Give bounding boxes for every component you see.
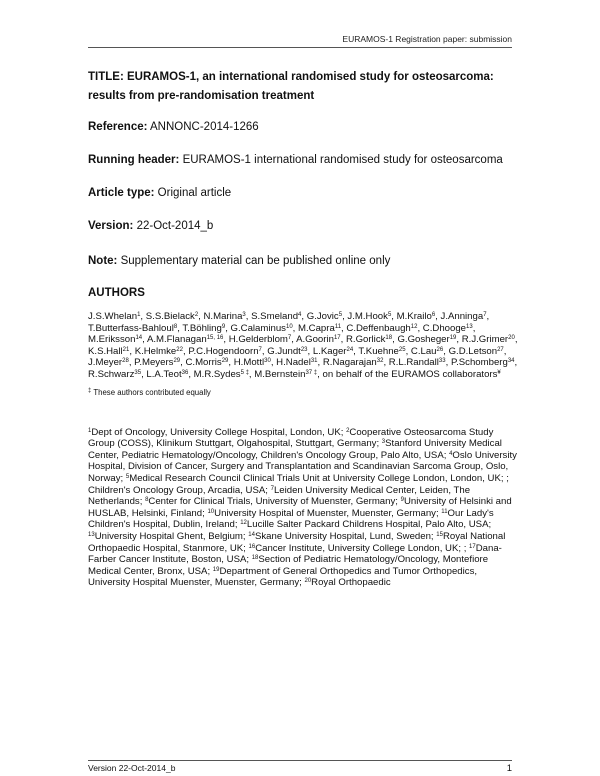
affiliation-text: University Hospital of Muenster, Muenster, Germany; [214,507,439,519]
affiliation-text: Stanford University Medical Center, Pediatric Hematology/Oncology, Children's Oncology Group, Palo Alto, USA; [88,438,502,461]
affiliation-text: Center for Clinical Trials, University of Muenster, Germany; [148,496,398,508]
version-value: 22-Oct-2014_b [136,220,214,232]
affiliation-item [248,531,433,542]
author-item [462,334,515,345]
author-affiliation-mark: 35 [134,369,142,376]
author-affiliation-mark: 18 [385,335,393,342]
affiliation-text: Cooperative Osteosarcoma Study Group (COSS), Klinikum Stuttgart, Olgahospital, Stuttgart, Germany; [88,426,494,450]
author-name: M.Krailo [396,311,432,322]
author-affiliation-mark: 4 [298,312,302,318]
author-item [88,334,142,345]
author-name: R.Gorlick [345,334,386,346]
author-affiliation-mark: 5 ‡ [240,369,249,376]
affiliation-text: Lucille Salter Packard Childrens Hospital, Palo Alto, USA; [246,519,492,531]
author-name: P.Schomberg [450,357,508,369]
affiliation-text: Section of Pediatric Hematology/Oncology, Montefiore Medical Center, Bronx, USA; [88,554,489,577]
paper-title: TITLE: EURAMOS-1, an international randomised study for osteosarcoma: results from pre-randomisation treatment [88,71,494,102]
author-item [451,357,515,368]
author-affiliation-mark: 29 [173,358,181,365]
equal-contribution-footnote [88,388,518,397]
affiliation-text: Dept of Oncology, University College Hospital, London, UK; [91,426,344,438]
author-name: C.Lau [410,345,437,357]
affiliation-number: 19 [212,566,220,573]
affiliations-list [88,427,518,589]
affiliation-number: 9 [400,497,404,504]
author-item [182,323,225,334]
footer-version: Version 22-Oct-2014_b [88,763,176,773]
author-item [346,334,392,345]
author-affiliation-mark: 21 [122,346,130,353]
affiliation-number: 14 [248,531,255,538]
author-name: A.M.Flanagan [146,334,207,346]
author-name: T.Böhling [182,322,222,334]
note-label: Note: [88,255,118,267]
author-item [231,323,293,334]
author-name: J.M.Hook [347,311,388,322]
affiliation-number: 2 [346,427,350,434]
author-name: M.Eriksson [88,334,136,346]
affiliation-number: 7 [270,485,274,492]
author-affiliation-mark: 33 [438,358,446,365]
affiliation-text: Dana-Farber Cancer Institute, Boston, USA; [88,542,502,566]
footnote-mark: ‡ [88,387,92,394]
page-header [88,34,512,48]
affiliation-number: 15 [436,531,443,538]
author-item [411,346,443,357]
author-name: M.R.Sydes [193,368,241,380]
author-name: R.Schwarz [88,368,135,380]
affiliation-text: Medical Research Council Clinical Trials Unit at University College London, London, UK; ; Children's Oncology Group, Arcadia, USA; [88,472,509,496]
author-affiliation-mark: 9 [221,323,226,330]
affiliation-text: Royal National Orthopaedic Hospital, Stanmore, UK; [88,530,506,554]
author-name: G.Gosheger [397,334,450,346]
author-item [88,369,141,380]
author-item [423,323,473,334]
author-item [146,311,198,322]
authors-tail-mark: ¥ [497,369,501,376]
affiliation-number: 11 [441,508,448,515]
author-name: C.Deffenbaugh [346,322,411,334]
author-item [88,357,129,368]
author-affiliation-mark: 7 [483,312,487,318]
author-affiliation-mark: 20 [508,335,515,342]
author-item [251,311,301,322]
affiliation-text: Department of General Orthopedics and Tumor Orthopedics, University Hospital Muenster, Muenster, Germany; [88,565,478,589]
affiliation-text: University of Helsinki and HUSLAB, Helsinki, Finland; [88,496,512,519]
affiliation-number: 5 [125,473,130,480]
reference-label: Reference: [88,121,148,133]
author-name: G.Jundt [267,345,301,357]
affiliation-item [145,496,398,507]
author-name: L.Kager [312,345,347,357]
author-affiliation-mark: 17 [333,335,341,342]
author-name: C.Morris [185,357,222,369]
author-item [389,357,446,368]
affiliation-number: 12 [240,520,247,527]
article-type-value: Original article [157,187,232,199]
affiliation-item [249,543,467,554]
author-name: G.Calaminus [230,322,286,334]
author-name: R.J.Grimer [461,334,509,346]
affiliation-text: Skane University Hospital, Lund, Sweden; [254,530,434,542]
author-name: S.S.Bielack [145,311,195,322]
author-item [194,369,249,380]
author-item [229,334,292,345]
author-name: H.Nadel [276,357,311,369]
author-item [323,357,384,368]
author-affiliation-mark: 32 [376,358,384,365]
author-item [134,357,180,368]
document-body [88,68,518,589]
affiliation-number: 13 [88,531,95,538]
author-affiliation-mark: 2 [194,312,199,318]
affiliation-item [88,531,246,542]
running-header-field [88,153,518,167]
author-name: R.L.Randall [388,357,439,369]
author-item [188,346,262,357]
author-name: C.Dhooge [422,322,466,334]
author-name: M.Bernstein [254,368,306,380]
author-affiliation-mark: 7 [258,346,262,353]
author-affiliation-mark: 30 [264,358,271,365]
author-item [296,334,341,345]
author-affiliation-mark: 22 [176,346,183,353]
affiliation-number: 1 [88,427,92,434]
running-header-label: Running header: [88,154,180,166]
author-affiliation-mark: 28 [122,358,129,365]
affiliation-number: 4 [449,450,453,457]
affiliation-text: Cancer Institute, University College London, UK; ; [255,542,467,554]
author-name: J.Meyer [88,357,123,369]
authors-heading: AUTHORS [88,287,145,299]
author-item [313,346,353,357]
affiliation-number: 17 [469,543,476,550]
author-affiliation-mark: 27 [497,346,504,353]
article-type-field [88,186,518,200]
affiliation-number: 20 [304,578,312,585]
article-type-label: Article type: [88,187,155,199]
author-name: K.Helmke [134,345,177,357]
author-affiliation-mark: 19 [449,335,457,342]
footnote-text: These authors contributed equally [93,387,211,397]
author-item [298,323,341,334]
affiliation-number: 8 [145,497,149,504]
author-name: J.S.Whelan [88,311,138,322]
author-name: P.C.Hogendoorn [188,345,259,357]
author-affiliation-mark: 25 [398,346,406,353]
author-affiliation-mark: 13 [466,323,473,330]
affiliation-text: Royal Orthopaedic [311,577,391,589]
author-name: H.Gelderblom [228,334,288,346]
author-item [267,346,307,357]
author-item [88,323,177,334]
author-affiliation-mark: 1 [137,312,141,318]
author-name: T.Kuehne [358,345,399,357]
author-item [276,357,317,368]
affiliation-item [88,427,343,438]
author-affiliation-mark: 36 [181,369,189,376]
author-name: A.Goorin [296,334,334,346]
author-affiliation-mark: 10 [285,323,293,330]
author-item [234,357,271,368]
page-number: 1 [506,763,512,774]
author-affiliation-mark: 5 [387,312,392,318]
author-item [441,311,487,322]
authors-list: J.S.Whelan$^1$, S.S.Bielack$^2$, N.Marina$^3$, S.Smeland$^4$, G.Jovic$^5$, J.M.Hook$^5$, M.Krailo$^6$, J.Anninga$^7$, T.Butterfass-Bahloul$^8$, T.Böhling$^9$, G.Calaminus$^{10}$, M.Capra$^{11}$, C.Deffenbaugh$^{12}$, C.Dhooge$^{13}$, M.Eriksson$^{14}$, A.M.Flanagan$^{15, 16}$, H.Gelderblom$^7$, A.Goorin$^{17}$, R.Gorlick$^{18}$, G.Gosheger$^{19}$, R.J.Grimer$^{20}$, K.S.Hall$^{21}$, K.Helmke$^{22}$, P.C.Hogendoorn$^7$, G.Jundt$^{23}$, L.Kager$^{24}$, T.Kuehne$^{25}$, C.Lau$^{26}$, G.D.Letson$^{27}$, J.Meyer$^{28}$, P.Meyers$^{29}$, C.Morris$^{29}$, H.Mottl$^{30}$, H.Nadel$^{31}$, R.Nagarajan$^{32}$, R.L.Randall$^{33}$, P.Schomberg$^{34}$, R.Schwarz$^{35}$, L.A.Teot$^{36}$, M.R.Sydes$^{5 \ddagger}$, M.Bernstein$^{37 \ddagger}$, on behalf of the EURAMOS collaborators¥ [88,311,518,380]
author-affiliation-mark: 11 [334,323,342,330]
author-item [204,311,246,322]
author-item [135,346,183,357]
authors-tail: on behalf of the EURAMOS collaborators [322,368,498,380]
author-affiliation-mark: 8 [173,323,178,330]
author-item [147,334,223,345]
author-name: P.Meyers [134,357,174,369]
author-name: R.Nagarajan [322,357,377,369]
author-item [397,311,436,322]
author-name: J.Anninga [440,311,484,322]
author-name: G.D.Letson [448,345,498,357]
author-item [307,311,342,322]
author-item [146,369,188,380]
author-item [254,369,317,380]
author-affiliation-mark: 31 [310,358,318,365]
author-affiliation-mark: 7 [287,335,292,342]
affiliation-item [304,577,390,588]
author-item [88,311,140,322]
author-item [358,346,405,357]
author-name: H.Mottl [233,357,265,369]
header-text: EURAMOS-1 Registration paper: submission [342,34,512,44]
author-name: S.Smeland [251,311,299,322]
author-affiliation-mark: 6 [431,312,436,318]
author-affiliation-mark: 37 ‡ [305,369,318,376]
page-footer [88,760,512,773]
author-affiliation-mark: 26 [436,346,444,353]
author-name: G.Jovic [306,311,339,322]
author-item [347,311,391,322]
author-affiliation-mark: 3 [242,312,246,318]
author-affiliation-mark: 34 [507,358,515,365]
affiliation-text: Our Lady's Children's Hospital, Dublin, Ireland; [88,507,494,531]
author-name: N.Marina [203,311,243,322]
author-affiliation-mark: 14 [135,335,143,342]
note-field [88,254,518,268]
affiliation-text: Oslo University Hospital, Division of Cancer, Surgery and Transplantation and Scandinavian Sarcoma Group, Oslo, Norway; [88,449,517,484]
author-name: M.Capra [298,322,335,334]
affiliation-item [207,508,438,519]
version-label: Version: [88,220,134,232]
author-name: T.Butterfass-Bahloul [88,322,174,334]
author-name: L.A.Teot [146,368,182,380]
affiliation-number: 3 [381,439,386,446]
author-item [397,334,456,345]
affiliation-number: 16 [248,543,256,550]
affiliation-text: Leiden University Medical Center, Leiden, The Netherlands; [88,484,471,508]
author-affiliation-mark: 12 [410,323,418,330]
affiliation-number: 10 [207,508,215,515]
author-item [185,357,228,368]
author-affiliation-mark: 23 [300,346,308,353]
affiliation-item [240,519,491,530]
author-affiliation-mark: 15, 16 [206,335,224,342]
running-header-value: EURAMOS-1 international randomised study for osteosarcoma [182,154,503,166]
affiliation-text: University Hospital Ghent, Belgium; [94,530,246,542]
reference-field [88,120,518,134]
author-item [88,346,129,357]
author-affiliation-mark: 24 [346,346,354,353]
version-field [88,219,518,233]
author-item [346,323,417,334]
author-name: K.S.Hall [88,345,123,357]
reference-value: ANNONC-2014-1266 [150,121,259,133]
author-item [449,346,504,357]
author-affiliation-mark: 5 [338,312,343,318]
author-affiliation-mark: 29 [221,358,229,365]
affiliation-number: 18 [251,555,259,562]
note-value: Supplementary material can be published online only [120,255,391,267]
